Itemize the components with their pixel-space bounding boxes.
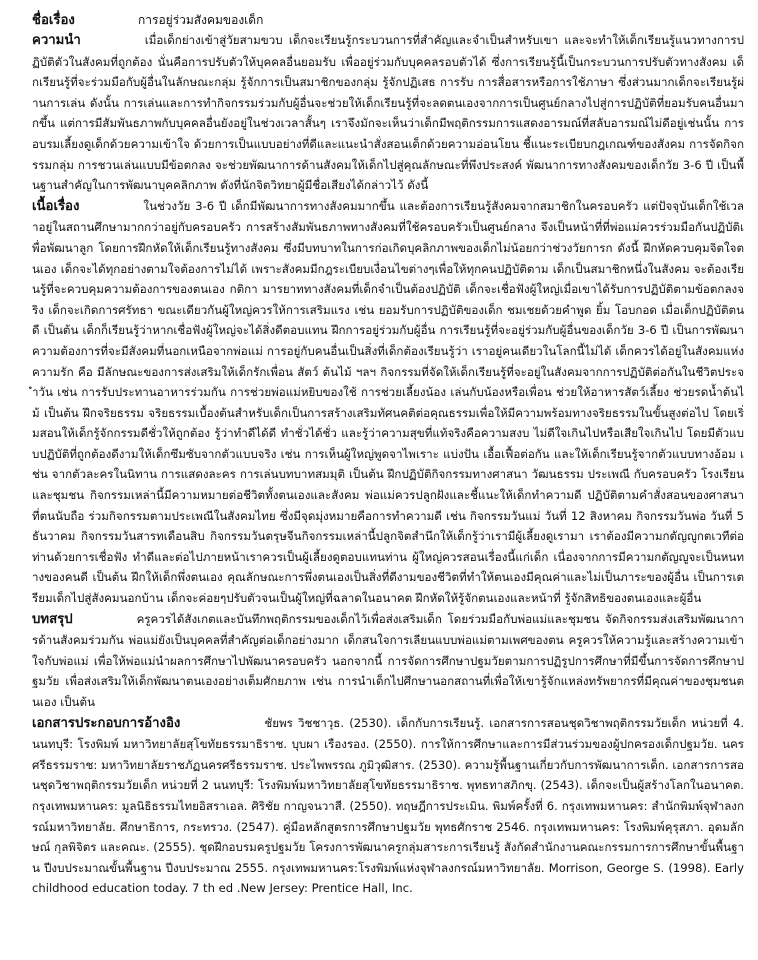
references-text: ชัยพร วิชชาวุธ. (2530). เด็กกับการเรียนรู้. เอกสารการสอนชุดวิชาพฤติกรรมวัยเด็ก หน่วยที่ 4. นนทบุรี: โรงพิมพ์ มหาวิทยาลัยสุโขทัยธรรมาธิราช. บุบผา เรืองรอง. (2550). การให้การศึกษาและการมีส่วนร่วมของผู้ปกครองเด็กปฐมวัย. นครศรีธรรมราช: มหาวิทยาลัยราชภัฏนครศรีธรรมราช. ประไพพรรณ ภูมิวุฒิสาร. (2530). ความรู้พื้นฐานเกี่ยวกับการพัฒนาการเด็ก. เอกสารการสอนชุดวิชาพฤติกรรมวัยเด็ก หน่วยที่ 2 นนทบุรี: โรงพิมพ์มหาวิทยาลัยสุโขทัยธรรมาธิราช. พุทธทาสภิกขุ. (2543). เด็กจะเป็นผู้สร้างโลกในอนาคต. กรุงเทพมหานคร: มูลนิธิธรรมไทยอิสราเอล. ศิริชัย กาญจนวาสี. (2550). ทฤษฎีการประเมิน. พิมพ์ครั้งที่ 6. กรุงเทพมหานคร: สำนักพิมพ์จุฬาลงกรณ์มหาวิทยาลัย. ศึกษาธิการ, กระทรวง. (2547). คู่มือหลักสูตรการศึกษาปฐมวัย พุทธศักราช 2546. กรุงเทพมหานคร: โรงพิมพ์คุรุสภา. อุดมลักษณ์ กุลพิจิตร และคณะ. (2555). ชุดฝึกอบรมครูปฐมวัย โครงการพัฒนาครูกลุ่มสาระการเรียนรู้ สังกัดสำนักงานคณะกรรมการการศึกษาขั้นพื้นฐาน ปีงบประมาณขั้นพื้นฐาน ปีงบประมาณ 2555. กรุงเทพมหานคร:โรงพิมพ์แห่งจุฬาลงกรณ์มหาวิทยาลัย. Morrison, George S. (1998). Early childhood education today. 7 th ed .New Jersey: Prentice Hall, Inc. [32, 715, 744, 896]
summary-text: ครูควรได้สังเกตและบันทึกพฤติกรรมของเด็กไว้เพื่อส่งเสริมเด็ก โดยร่วมมือกับพ่อแม่และชุมชน จัดกิจกรรมส่งเสริมพัฒนาการด้านสังคมร่วมกัน พ่อแม่ยังเป็นบุคคลที่สำคัญต่อเด็กอย่างมาก เด็กสนใจการเลียนแบบพ่อแม่ตามเพศของตน ครูควรให้ความรู้และสร้างความเข้าใจกับพ่อแม่ เพื่อให้พ่อแม่นำผลการศึกษาไปพัฒนาครอบครัว นอกจากนี้ การจัดการศึกษาปฐมวัยตามการปฏิรูปการศึกษาที่มีขึ้นการจัดการศึกษาปฐมวัย เพื่อส่งเสริมให้เด็กพัฒนาตนเองอย่างเต็มศักยภาพ เช่น การนำเด็กไปศึกษานอกสถานที่เพื่อให้เขารู้จักแหล่งทรัพยากรที่มีคุณค่าของชุมชนตนเอง เป็นต้น [32, 611, 744, 709]
intro-section [32, 30, 744, 196]
body-heading: เนื้อเรื่อง [32, 198, 80, 214]
intro-text: เมื่อเด็กย่างเข้าสู่วัยสามขวบ เด็กจะเรียนรู้กระบวนการที่สำคัญและจำเป็นสำหรับเขา และจะทำให้เด็กเรียนรู้แนวทางการปฏิบัติตัวในสังคมที่ถูกต้อง นั่นคือการปรับตัวให้บุคคลอื่นยอมรับ เพื่ออยู่ร่วมกับบุคคลรอบตัวได้ ซึ่งการเรียนรู้นี้เป็นกระบวนการปรับตัวทางสังคม เด็กเรียนรู้ที่จะร่วมมือกับผู้อื่นในลักษณะกลุ่ม รู้จักการเป็นสมาชิกของกลุ่ม รู้จักปฏิเสธ การรับ การสื่อสารหรือการใช้ภาษา ซึ่งส่วนมากเด็กจะเรียนรู้ผ่านการเล่น ดังนั้น การเล่นและการทำกิจกรรมร่วมกับผู้อื่นจะช่วยให้เด็กเรียนรู้ที่จะลดตนเองจากการเป็นศูนย์กลางไปสู่การปฏิบัติที่ยอมรับคนอื่นมากขึ้น แต่การมีสัมพันธภาพกับบุคคลอื่นยังอยู่ในช่วงเวลาสั้นๆ เราจึงมักจะเห็นว่าเด็กมีพฤติกรรมการแสดงอารมณ์ที่สลับอารมณ์ไม่ดีอยู่เช่นนั้น การอบรมเลี้ยงดูเด็กด้วยความเข้าใจ ด้วยการเป็นแบบอย่างที่ดีและแนะนำสั่งสอนเด็กด้วยความอ่อนโยน ชี้แนะระเบียบกฎเกณฑ์ของสังคม การจัดกิจกรรมกลุ่ม การชวนเล่นแบบมีข้อตกลง จะช่วยพัฒนาการด้านสังคมให้เด็กไปสู่คุณลักษณะที่พึงประสงค์ พัฒนาการทางสังคมของเด็กวัย 3-6 ปี เป็นพื้นฐานสำคัญในการพัฒนาบุคคลิกภาพ ดังที่นักจิตวิทยาผู้มีชื่อเสียงได้กล่าวไว้ ดังนี้ [32, 33, 744, 193]
references-section [32, 713, 744, 899]
title-value: การอยู่ร่วมสังคมของเด็ก [138, 13, 264, 27]
body-section [32, 196, 744, 609]
summary-section [32, 609, 744, 713]
intro-heading: ความนำ [32, 33, 81, 48]
title-label: ชื่อเรื่อง [32, 13, 75, 28]
summary-heading: บทสรุป [32, 611, 73, 627]
document-text [32, 10, 744, 899]
title-row [32, 10, 744, 30]
references-heading: เอกสารประกอบการอ้างอิง [32, 715, 181, 731]
body-text: ในช่วงวัย 3-6 ปี เด็กมีพัฒนาการทางสังคมมากขึ้น และต้องการเรียนรู้สังคมจากสมาชิกในครอบครัว แต่ปัจจุบันเด็กใช้เวลาอยู่ในสถานศึกษามากกว่าอยู่กับครอบครัว การสร้างสัมพันธภาพทางสังคมที่ใช้ครอบครัวเป็นศูนย์กลาง จึงเป็นหน้าที่ที่พ่อแม่ควรร่วมมือกันปฏิบัติเพื่อพัฒนาลูก โดยการฝึกหัดให้เด็กเรียนรู้ทางสังคม ซึ่งมีบทบาทในการก่อเกิดบุคลิกภาพของเด็กไม่น้อยกว่าช่วงวัยการก ดังนี้ ฝึกหัดควบคุมจิตใจตนเอง เด็กจะได้ทุกอย่างตามใจต้องการไม่ได้ เพราะสังคมมีกฎระเบียบเงื่อนไขต่างๆเพื่อให้ทุกคนปฏิบัติตาม เด็กเป็นสมาชิกหนึ่งในสังคม จะต้องเรียนรู้ที่จะควบคุมความต้องการของตนเอง กติกา มารยาททางสังคมที่เด็กจำเป็นต้องปฏิบัติ เด็กจะเชื่อฟังผู้ใหญ่เมื่อเขาได้รับการปฏิบัติตามข้อตกลงจริง เด็กจะเกิดการศรัทธา ขณะเดียวกันผู้ใหญ่ควรให้การเสริมแรง เช่น ยอมรับการปฏิบัติของเด็ก ชมเชยด้วยคำพูด ยิ้ม โอบกอด เมื่อเด็กปฏิบัติตนดี เป็นต้น เด็กก็เรียนรู้ว่าหากเชื่อฟังผู้ใหญ่จะได้สิ่งดีตอบแทน ฝึกการอยู่ร่วมกับผู้อื่น การเรียนรู้ที่จะอยู่ร่วมกับผู้อื่นของเด็กวัย 3-6 ปี เป็นการพัฒนาความต้องการที่จะมีสังคมที่นอกเหนือจากพ่อแม่ การอยู่กับคนอื่นเป็นสิ่งที่เด็กต้องเรียนรู้ว่า เราอยู่คนเดียวในโลกนี้ไม่ได้ เด็กควรได้อยู่ในสังคมแห่งความรัก คือ มีลักษณะของการส่งเสริมให้เด็กรักเพื่อน สัตว์ ต้นไม้ ฯลฯ กิจกรรมที่จัดให้เด็กเรียนรู้ที่จะอยู่ในสังคมจากการปฏิบัติต่อกันในชีวิตประจำวัน เช่น การรับประทานอาหารร่วมกัน การช่วยพ่อแม่หยิบของใช้ การช่วยเลี้ยงน้อง เล่นกับน้องหรือเพื่อน ช่วยให้อาหารสัตว์เลี้ยง ช่วยรดน้ำต้นไม้ เป็นต้น ฝึกจริยธรรม จริยธรรมเบื้องต้นสำหรับเด็กเป็นการสร้างเสริมทัศนคติต่อคุณธรรมเพื่อให้มีความพร้อมทางจริยธรรมในขั้นสูงต่อไป โดยเริ่มสอนให้เด็กรู้จักกรรมดีชั่วให้ถูกต้อง รู้ว่าทำดีได้ดี ทำชั่วได้ชั่ว และรู้ว่าความสุขที่แท้จริงคือความสงบ ไม่ดีใจเกินไปหรือเสียใจเกินไป โดยมีตัวแบบปฏิบัติที่ถูกต้องดีงามให้เด็กซึมซับจากตัวแบบจริง เช่น การเห็นผู้ใหญ่พูดจาไพเราะ แบ่งปัน เอื้อเฟื้อต่อกัน และให้เด็กเรียนรู้จากตัวแบบทางอ้อม เช่น จากตัวละครในนิทาน การแสดงละคร การเล่นบทบาทสมมุติ เป็นต้น ฝึกปฏิบัติกิจกรรมทางศาสนา วัฒนธรรม ประเพณี กับครอบครัว โรงเรียนและชุมชน กิจกรรมเหล่านี้มีความหมายต่อชีวิตทั้งตนเองและสังคม พ่อแม่ควรปลูกฝังและชี้แนะให้เด็กทำความดี ปฏิบัติตามคำสั่งสอนของศาสนาที่ตนนับถือ ร่วมกิจกรรมตามประเพณีในสังคมไทย ซึ่งมีจุดมุ่งหมายคือการทำความดี เช่น กิจกรรมวันแม่ วันที่ 12 สิงหาคม กิจกรรมวันพ่อ วันที่ 5 ธันวาคม กิจกรรมวันสารทเดือนสิบ กิจกรรมวันตรุษจีนกิจกรรมเหล่านี้ปลูกจิตสำนึกให้เด็กรู้ว่าเรามีผู้เลี้ยงดูเรามา เราต้องมีความกตัญญูกตเวทีต่อท่านด้วยการเชื่อฟัง ทำดีและต่อไปภายหน้าเราควรเป็นผู้เลี้ยงดูตอบแทนท่าน ผู้ใหญ่ควรสอนเรื่องนี้แก่เด็ก เนื่องจากการมีความกตัญญูจะเป็นหนทางของคนดี เป็นต้น ฝึกให้เด็กพึ่งตนเอง คุณลักษณะการพึ่งตนเองเป็นสิ่งที่ดีงามของชีวิตที่ทำให้ตนเองมีคุณค่าและไม่เป็นภาระของผู้อื่น เป็นการเตรียมเด็กไปสู่สังคมนอกบ้าน เด็กจะค่อยๆปรับตัวจนเป็นผู้ใหญ่ที่ฉลาดในอนาคต ฝึกหัดให้รู้จักตนเองและหน้าที่ รู้จักสิทธิของตนเองและผู้อื่น [32, 198, 744, 606]
